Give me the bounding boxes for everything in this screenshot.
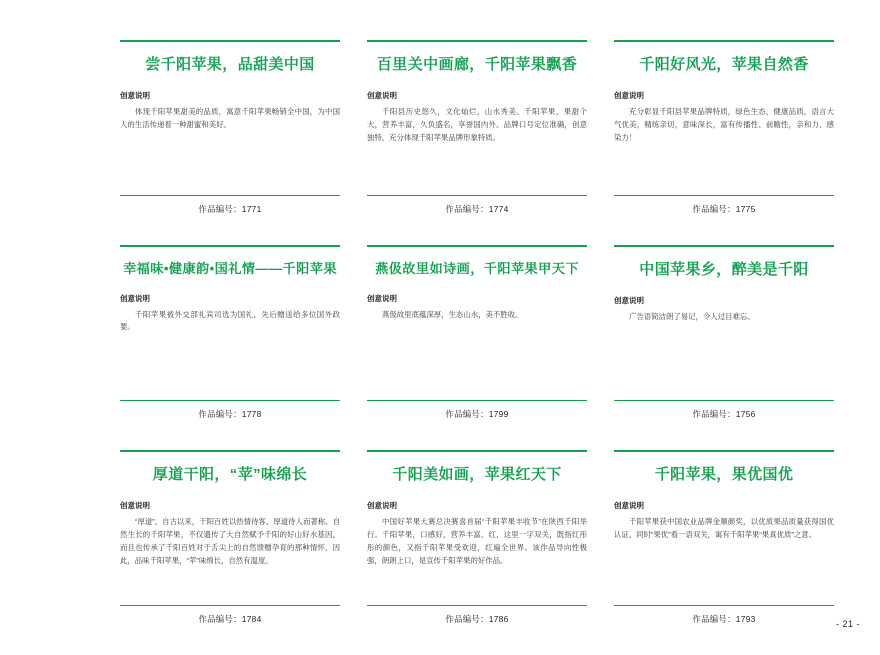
description-label: 创意说明 bbox=[614, 500, 644, 510]
entry-code-label: 作品编号： bbox=[692, 614, 736, 624]
entry-grid bbox=[120, 40, 834, 655]
entry-code-label: 作品编号： bbox=[198, 614, 242, 624]
entry-code bbox=[614, 401, 834, 420]
description-label: 创意说明 bbox=[367, 90, 397, 100]
card-top-rule bbox=[367, 40, 587, 42]
description-label: 创意说明 bbox=[614, 295, 644, 305]
entry-code-label: 作品编号： bbox=[445, 614, 489, 624]
entry-code bbox=[367, 606, 587, 625]
entry-code-label: 作品编号： bbox=[198, 204, 242, 214]
slogan-text: 千阳美如画，苹果红天下 bbox=[392, 466, 562, 483]
entry-code-label: 作品编号： bbox=[445, 409, 489, 419]
description-body: 千阳苹果被外交部礼宾司选为国礼，先后赠送给多位国外政要。 bbox=[120, 309, 340, 332]
slogan-text: 尝千阳苹果，品甜美中国 bbox=[145, 56, 315, 73]
entry-code-value: 1786 bbox=[488, 614, 509, 624]
slogan-text: 幸福味•健康韵•国礼情——千阳苹果 bbox=[123, 261, 337, 276]
entry-code-label: 作品编号： bbox=[692, 409, 736, 419]
entry-code-label: 作品编号： bbox=[198, 409, 242, 419]
card-top-rule bbox=[120, 40, 340, 42]
entry-card bbox=[367, 40, 587, 215]
description-label: 创意说明 bbox=[120, 293, 150, 303]
card-top-rule bbox=[120, 245, 340, 247]
description-body: 中国好苹果大赛总决赛喜首届“千阳苹果丰收节”在陕西千阳举行。千阳苹果，口感好，营养丰富。红，这里一字双关，既指红彤彤的颜色，又指千阳苹果受欢迎，红遍全世界。该作品导向性极强，朗朗上口，是宣传千阳苹果的好作品。 bbox=[367, 516, 587, 565]
entry-code bbox=[614, 606, 834, 625]
entry-code-value: 1775 bbox=[735, 204, 756, 214]
entry-code bbox=[614, 196, 834, 215]
description-label: 创意说明 bbox=[120, 90, 150, 100]
entry-code-value: 1784 bbox=[241, 614, 262, 624]
slogan-text: 千阳苹果，果优国优 bbox=[654, 466, 794, 483]
description-body: 体现千阳苹果甜美的品质，寓意千阳苹果畅销全中国，为中国人的生活传递着一种甜蜜和美好。 bbox=[120, 106, 340, 129]
entry-code-value: 1799 bbox=[488, 409, 509, 419]
entry-card bbox=[120, 245, 340, 420]
slogan-text: 燕伋故里如诗画，千阳苹果甲天下 bbox=[375, 261, 579, 276]
entry-card bbox=[614, 450, 834, 625]
slogan-text: 厚道干阳，“苹”味绵长 bbox=[152, 466, 308, 483]
card-top-rule bbox=[614, 245, 834, 247]
slogan-text: 百里关中画廊，千阳苹果飘香 bbox=[376, 56, 578, 73]
slogan-text: 千阳好风光，苹果自然香 bbox=[639, 56, 809, 73]
entry-code-label: 作品编号： bbox=[692, 204, 736, 214]
entry-card bbox=[614, 40, 834, 215]
description-body: 充分彰显千阳县苹果品牌特质，绿色生态，健康品质，语言大气优美，精练亲切，意味深长，富有传播性、前瞻性，亲和力、感染力！ bbox=[614, 106, 834, 142]
description-label: 创意说明 bbox=[367, 293, 397, 303]
card-top-rule bbox=[367, 245, 587, 247]
description-label: 创意说明 bbox=[367, 500, 397, 510]
entry-code-value: 1771 bbox=[241, 204, 262, 214]
entry-card bbox=[614, 245, 834, 420]
entry-code-value: 1774 bbox=[488, 204, 509, 214]
entry-code-value: 1778 bbox=[241, 409, 262, 419]
entry-card bbox=[367, 245, 587, 420]
page-number: - 21 - bbox=[835, 619, 860, 629]
description-body: 千阳县历史悠久，文化灿烂，山水秀美。千阳苹果，果甜个大，营养丰富，久负盛名，享誉国内外。品牌口号定位准确，创意独特，充分体现千阳苹果品牌形象特质。 bbox=[367, 106, 587, 142]
card-top-rule bbox=[367, 450, 587, 452]
card-top-rule bbox=[120, 450, 340, 452]
entry-code-value: 1756 bbox=[735, 409, 756, 419]
entry-card bbox=[120, 450, 340, 625]
entry-code bbox=[120, 196, 340, 215]
description-label: 创意说明 bbox=[120, 500, 150, 510]
card-top-rule bbox=[614, 450, 834, 452]
entry-code bbox=[367, 401, 587, 420]
description-body: 广告语简洁朗了易记，令人过目难忘。 bbox=[629, 311, 755, 321]
description-body: “厚道”，自古以来，干阳百姓以热情待客、厚道待人而著称。自然生长的千阳苹果，不仅遗传了大自然赋予千阳的好山好水基因，而且也传承了千阳百姓对于舌尖上的自然馈赠孕育的那种情怀，因此，品味千阳苹果，“苹”味绵长，自然有温度。 bbox=[120, 516, 340, 565]
description-body: 千阳苹果获中国农业品牌金顺颜奖，以优质果品质量获得国优认证。同时“果优”看一语双关，寓有千阳苹果“果真优质”之意。 bbox=[614, 516, 834, 539]
entry-card bbox=[120, 40, 340, 215]
entry-code bbox=[120, 401, 340, 420]
entry-code bbox=[120, 606, 340, 625]
slogan-text: 中国苹果乡，醉美是千阳 bbox=[639, 261, 809, 278]
description-body: 燕伋故里底蕴深厚，生态山水，美不胜收。 bbox=[382, 309, 523, 319]
entry-code-label: 作品编号： bbox=[445, 204, 489, 214]
entry-code-value: 1793 bbox=[735, 614, 756, 624]
entry-code bbox=[367, 196, 587, 215]
entry-card bbox=[367, 450, 587, 625]
description-label: 创意说明 bbox=[614, 90, 644, 100]
card-top-rule bbox=[614, 40, 834, 42]
